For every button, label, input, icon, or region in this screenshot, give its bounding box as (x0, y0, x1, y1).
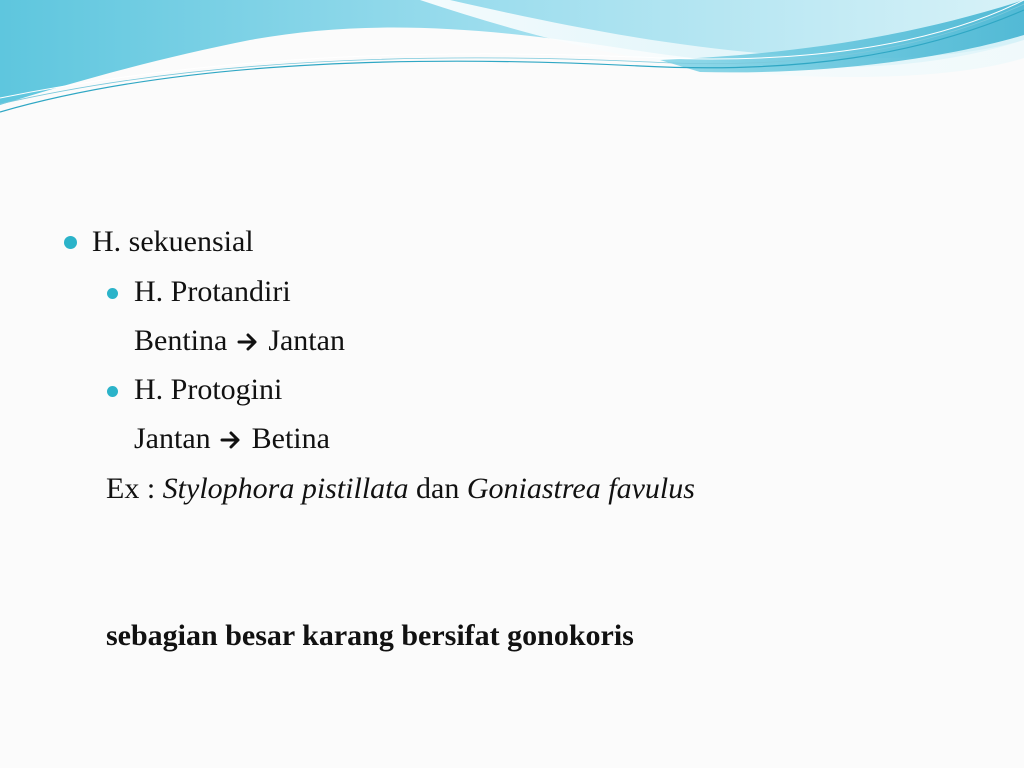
protogini-transition (134, 421, 330, 457)
transition-from: Bentina (134, 324, 228, 357)
bullet-dot-icon (107, 288, 118, 299)
example-prefix: Ex : (106, 472, 163, 505)
transition-from: Jantan (134, 422, 211, 455)
bullet-dot-icon (64, 236, 77, 249)
transition-to: Betina (251, 422, 330, 455)
conclusion-text: sebagian besar karang bersifat gonokoris (106, 619, 634, 652)
bullet-level2-protandri: H. Protandiri (134, 275, 291, 308)
example-line (106, 471, 695, 507)
species-name: Stylophora pistillata (162, 472, 409, 505)
transition-to: Jantan (268, 324, 345, 357)
bullet-dot-icon (107, 386, 118, 397)
arrow-right-icon (237, 323, 259, 359)
bullet-level2-protogini: H. Protogini (134, 373, 283, 406)
species-name: Goniastrea favulus (466, 472, 695, 505)
protandri-transition (134, 323, 345, 359)
example-connector: dan (408, 472, 467, 505)
bullet-level1-sekuensial: H. sekuensial (92, 225, 254, 258)
arrow-right-icon (220, 421, 242, 457)
